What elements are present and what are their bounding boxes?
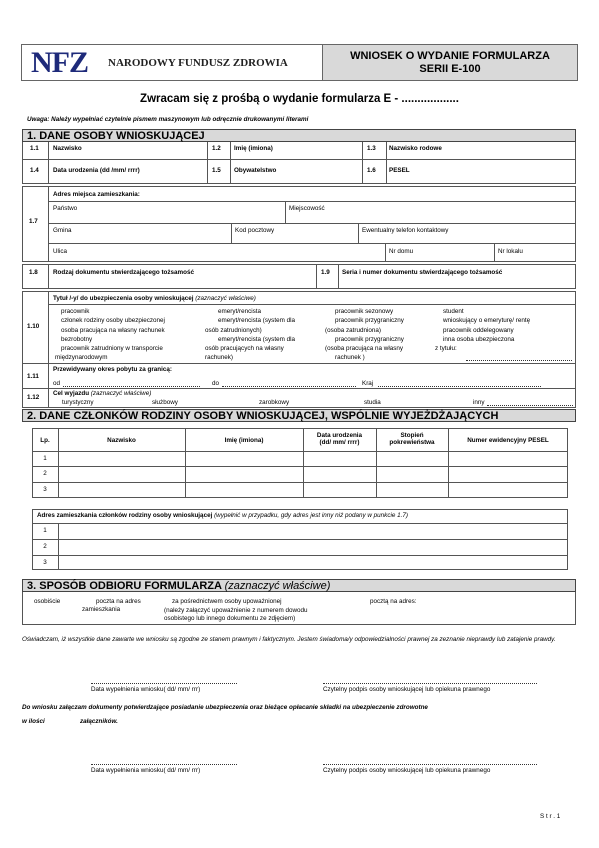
option-przygraniczny-wlasny-cd: (osoba pracująca na własny [325,345,404,353]
num-1-8: 1.8 [29,269,38,276]
insurance-col-4[interactable] [435,307,575,353]
attachments-text-1: Do wniosku załączam dokumenty potwierdzające posiadanie ubezpieczenia oraz bieżące opłacanie składki na ubezpieczenie zdrowotne [22,704,428,711]
insurance-title-text: Tytuł /-y/ do ubezpieczenia osoby wnioskującej [53,295,194,302]
num-1-11: 1.11 [27,373,39,380]
option-osobiscie[interactable]: osobiście [34,598,61,605]
option-transport-cd: międzynarodowym [55,354,108,362]
date-input-2[interactable] [91,764,237,765]
label-nr-lokalu[interactable]: Nr lokalu [498,248,523,255]
address-row-3[interactable]: 3 [43,559,47,566]
col-header-imie: Imię (imiona) [224,437,264,444]
col-header-stopien-line1: Stopień [400,432,424,439]
num-1-12: 1.12 [27,394,40,401]
label-data-urodzenia: Data urodzenia (dd /mm/ rrrr) [53,167,140,174]
family-row-3[interactable]: 3 [43,486,47,493]
declaration-text: Oświadczam, iż wszystkie dane zawarte we wniosku są zgodne ze stanem prawnym i faktycznym. Jestem świadoma/y odpowiedzialności prawnej za zeznanie nieprawdy lub zatajenie prawdy. [22,636,556,643]
stay-title: Przewidywany okres pobytu za granicą: [53,366,172,373]
option-zarobkowy[interactable]: zarobkowy [259,399,290,406]
option-emerytura-renta[interactable]: wnioskujący o emeryturę/ rentę [443,317,531,325]
date-label-2: Data wypełnienia wniosku( dd/ mm/ rrr) [91,767,201,774]
col-header-stopien [376,432,448,446]
col-header-pesel: Numer ewidencyjny PESEL [467,437,549,444]
option-upowazniona-note-2: osobistego lub innego dokumentu ze zdjęciem) [164,615,296,622]
address-row-2[interactable]: 2 [43,543,47,550]
purpose-title-text: Cel wyjazdu [53,390,90,397]
form-title-line-2: SERII E-100 [419,63,481,75]
family-row-1[interactable]: 1 [43,455,47,462]
nfz-logo: NFZ [31,46,88,79]
label-od: od [53,380,61,387]
label-telefon[interactable]: Ewentualny telefon kontaktowy [362,227,449,234]
request-line: Zwracam się z prośbą o wydanie formularza E - .................. [140,93,459,105]
section-3-title-note: (zaznaczyć właściwe) [224,580,331,592]
attachments-text-2b: załączników. [80,718,118,725]
option-poczta-adres[interactable]: poczta na adres [96,598,141,605]
insurance-title-note: (zaznaczyć właściwe) [195,295,256,302]
col-header-data-line2: (dd/ mm/ rrrr) [319,439,360,446]
section-1-title: 1. DANE OSOBY WNIOSKUJĄCEJ [22,129,576,142]
option-czlonek-rodziny[interactable]: członek rodziny osoby ubezpieczonej [61,317,165,325]
option-upowazniona-note-1: (należy załączyć upoważnienie z numerem dowodu [164,607,308,614]
option-transport[interactable]: pracownik zatrudniony w transporcie [61,345,163,353]
option-przygraniczny-wlasny[interactable]: pracownik przygraniczny [335,335,404,343]
option-emeryt-wlasny-cd2: rachunek) [205,354,234,362]
section-3-title [22,579,576,592]
option-student[interactable]: student [443,308,464,315]
input-inny[interactable] [487,405,573,406]
input-od[interactable] [63,386,200,387]
label-nazwisko: Nazwisko [53,145,82,152]
option-oddelegowany[interactable]: pracownik oddelegowany [443,326,514,334]
date-label-1: Data wypełnienia wniosku( dd/ mm/ rrr) [91,686,201,693]
family-address-title-text: Adres zamieszkania członków rodziny osoby wnioskującej [37,512,213,519]
purpose-title [53,390,151,397]
signature-label-1: Czytelny podpis osoby wnioskującej lub opiekuna prawnego [323,686,491,693]
section-2-title: 2. DANE CZŁONKÓW RODZINY OSOBY WNIOSKUJĄCEJ, WSPÓLNIE WYJEŻDŻAJĄCYCH [22,409,576,422]
option-bezrobotny[interactable]: bezrobotny [61,335,93,343]
label-imie: Imię (imiona) [234,145,273,152]
label-pesel: PESEL [389,167,410,174]
num-1-10: 1.10 [27,323,40,330]
field-1-8-dokument[interactable] [22,264,576,289]
section-3-title-text: 3. SPOSÓB ODBIORU FORMULARZA [27,580,222,592]
insurance-col-3[interactable] [325,307,435,363]
org-name: NARODOWY FUNDUSZ ZDROWIA [108,57,288,69]
option-pracownik[interactable]: pracownik [61,308,90,315]
num-1-6: 1.6 [367,167,376,174]
label-kraj: Kraj [362,380,374,387]
form-title-line-1: WNIOSEK O WYDANIE FORMULARZA [350,50,550,62]
date-input-1[interactable] [91,683,237,684]
label-rodzaj-dokumentu: Rodzaj dokumentu stwierdzającego tożsamość [53,269,195,276]
purpose-title-note: (zaznaczyć właściwe) [90,390,152,397]
field-1-1-nazwisko[interactable] [22,142,576,160]
option-emeryt-wlasny-cd: osób pracujących na własny [205,345,284,353]
insurance-title [53,295,256,302]
option-upowazniona[interactable]: za pośrednictwem osoby upoważnionej [172,598,282,605]
option-wlasny-rachunek[interactable]: osoba pracująca na własny rachunek [61,326,165,334]
option-z-tytulu: z tytułu: [435,345,457,353]
insurance-col-2[interactable] [205,307,325,363]
input-do[interactable] [222,386,356,387]
option-inna[interactable]: inna osoba ubezpieczona [443,335,515,343]
num-1-9: 1.9 [321,269,330,276]
fill-instruction-note: Uwaga: Należy wypełniać czytelnie pismem maszynowym lub odręcznie drukowanymi literami [27,116,309,123]
signature-input-2[interactable] [323,764,537,765]
num-1-4: 1.4 [30,167,39,174]
option-przygraniczny-wlasny-cd2: rachunek ) [335,354,365,362]
input-kraj[interactable] [378,386,541,387]
option-inny[interactable]: inny [473,399,485,406]
attachments-text-2a: w ilości [22,718,45,725]
signature-input-1[interactable] [323,683,537,684]
option-emeryt-zatrudnieni[interactable]: emeryt/rencista (system dla [218,317,295,325]
option-sezonowy[interactable]: pracownik sezonowy [335,308,394,315]
num-1-5: 1.5 [212,167,221,174]
page-number: S t r . 1 [540,813,561,820]
option-poczta-adres-cd: zamieszkania [82,606,121,613]
option-emeryt-wlasny[interactable]: emeryt/rencista (system dla [218,335,295,343]
label-obywatelstwo: Obywatelstwo [234,167,277,174]
label-kod-pocztowy[interactable]: Kod pocztowy [235,227,275,234]
insurance-col-1[interactable] [55,307,201,363]
option-sluzbowy[interactable]: służbowy [152,399,178,406]
label-seria-numer: Seria i numer dokumentu stwierdzającego tożsamość [342,269,503,276]
option-emeryt[interactable]: emeryt/rencista [218,308,262,315]
label-panstwo[interactable]: Państwo [53,205,78,212]
family-row-2[interactable]: 2 [43,470,47,477]
option-turystyczny[interactable]: turystyczny [62,399,94,406]
col-header-lp: Lp. [40,437,50,444]
family-address-note: (wypełnić w przypadku, gdy adres jest inny niż podany w punkcie 1.7) [214,512,408,519]
family-address-title [37,512,408,519]
num-1-3: 1.3 [367,145,376,152]
option-przygraniczny-zatr[interactable]: pracownik przygraniczny [335,317,404,325]
label-miejscowosc[interactable]: Miejscowość [289,205,325,212]
address-row-1[interactable]: 1 [43,527,47,534]
insurance-other-input[interactable] [466,360,572,361]
label-gmina[interactable]: Gmina [53,227,72,234]
signature-label-2: Czytelny podpis osoby wnioskującej lub opiekuna prawnego [323,767,491,774]
label-ulica[interactable]: Ulica [53,248,67,255]
num-1-2: 1.2 [212,145,221,152]
col-header-data-line1: Data urodzenia [316,432,363,439]
address-title: Adres miejsca zamieszkania: [53,191,140,198]
option-emeryt-zatrudnieni-cd: osób zatrudnionych) [205,326,262,334]
label-nr-domu[interactable]: Nr domu [389,248,414,255]
col-header-nazwisko: Nazwisko [107,437,136,444]
num-1-1: 1.1 [30,145,39,152]
label-nazwisko-rodowe: Nazwisko rodowe [389,145,442,152]
option-przygraniczny-zatr-cd: (osoba zatrudniona) [325,326,382,334]
col-header-data [303,432,376,446]
num-1-7: 1.7 [29,218,38,225]
option-poczta-inny-adres[interactable]: pocztą na adres: [370,598,417,605]
col-header-stopien-line2: pokrewieństwa [389,439,435,446]
label-do: do [212,380,220,387]
option-studia[interactable]: studia [364,399,381,406]
